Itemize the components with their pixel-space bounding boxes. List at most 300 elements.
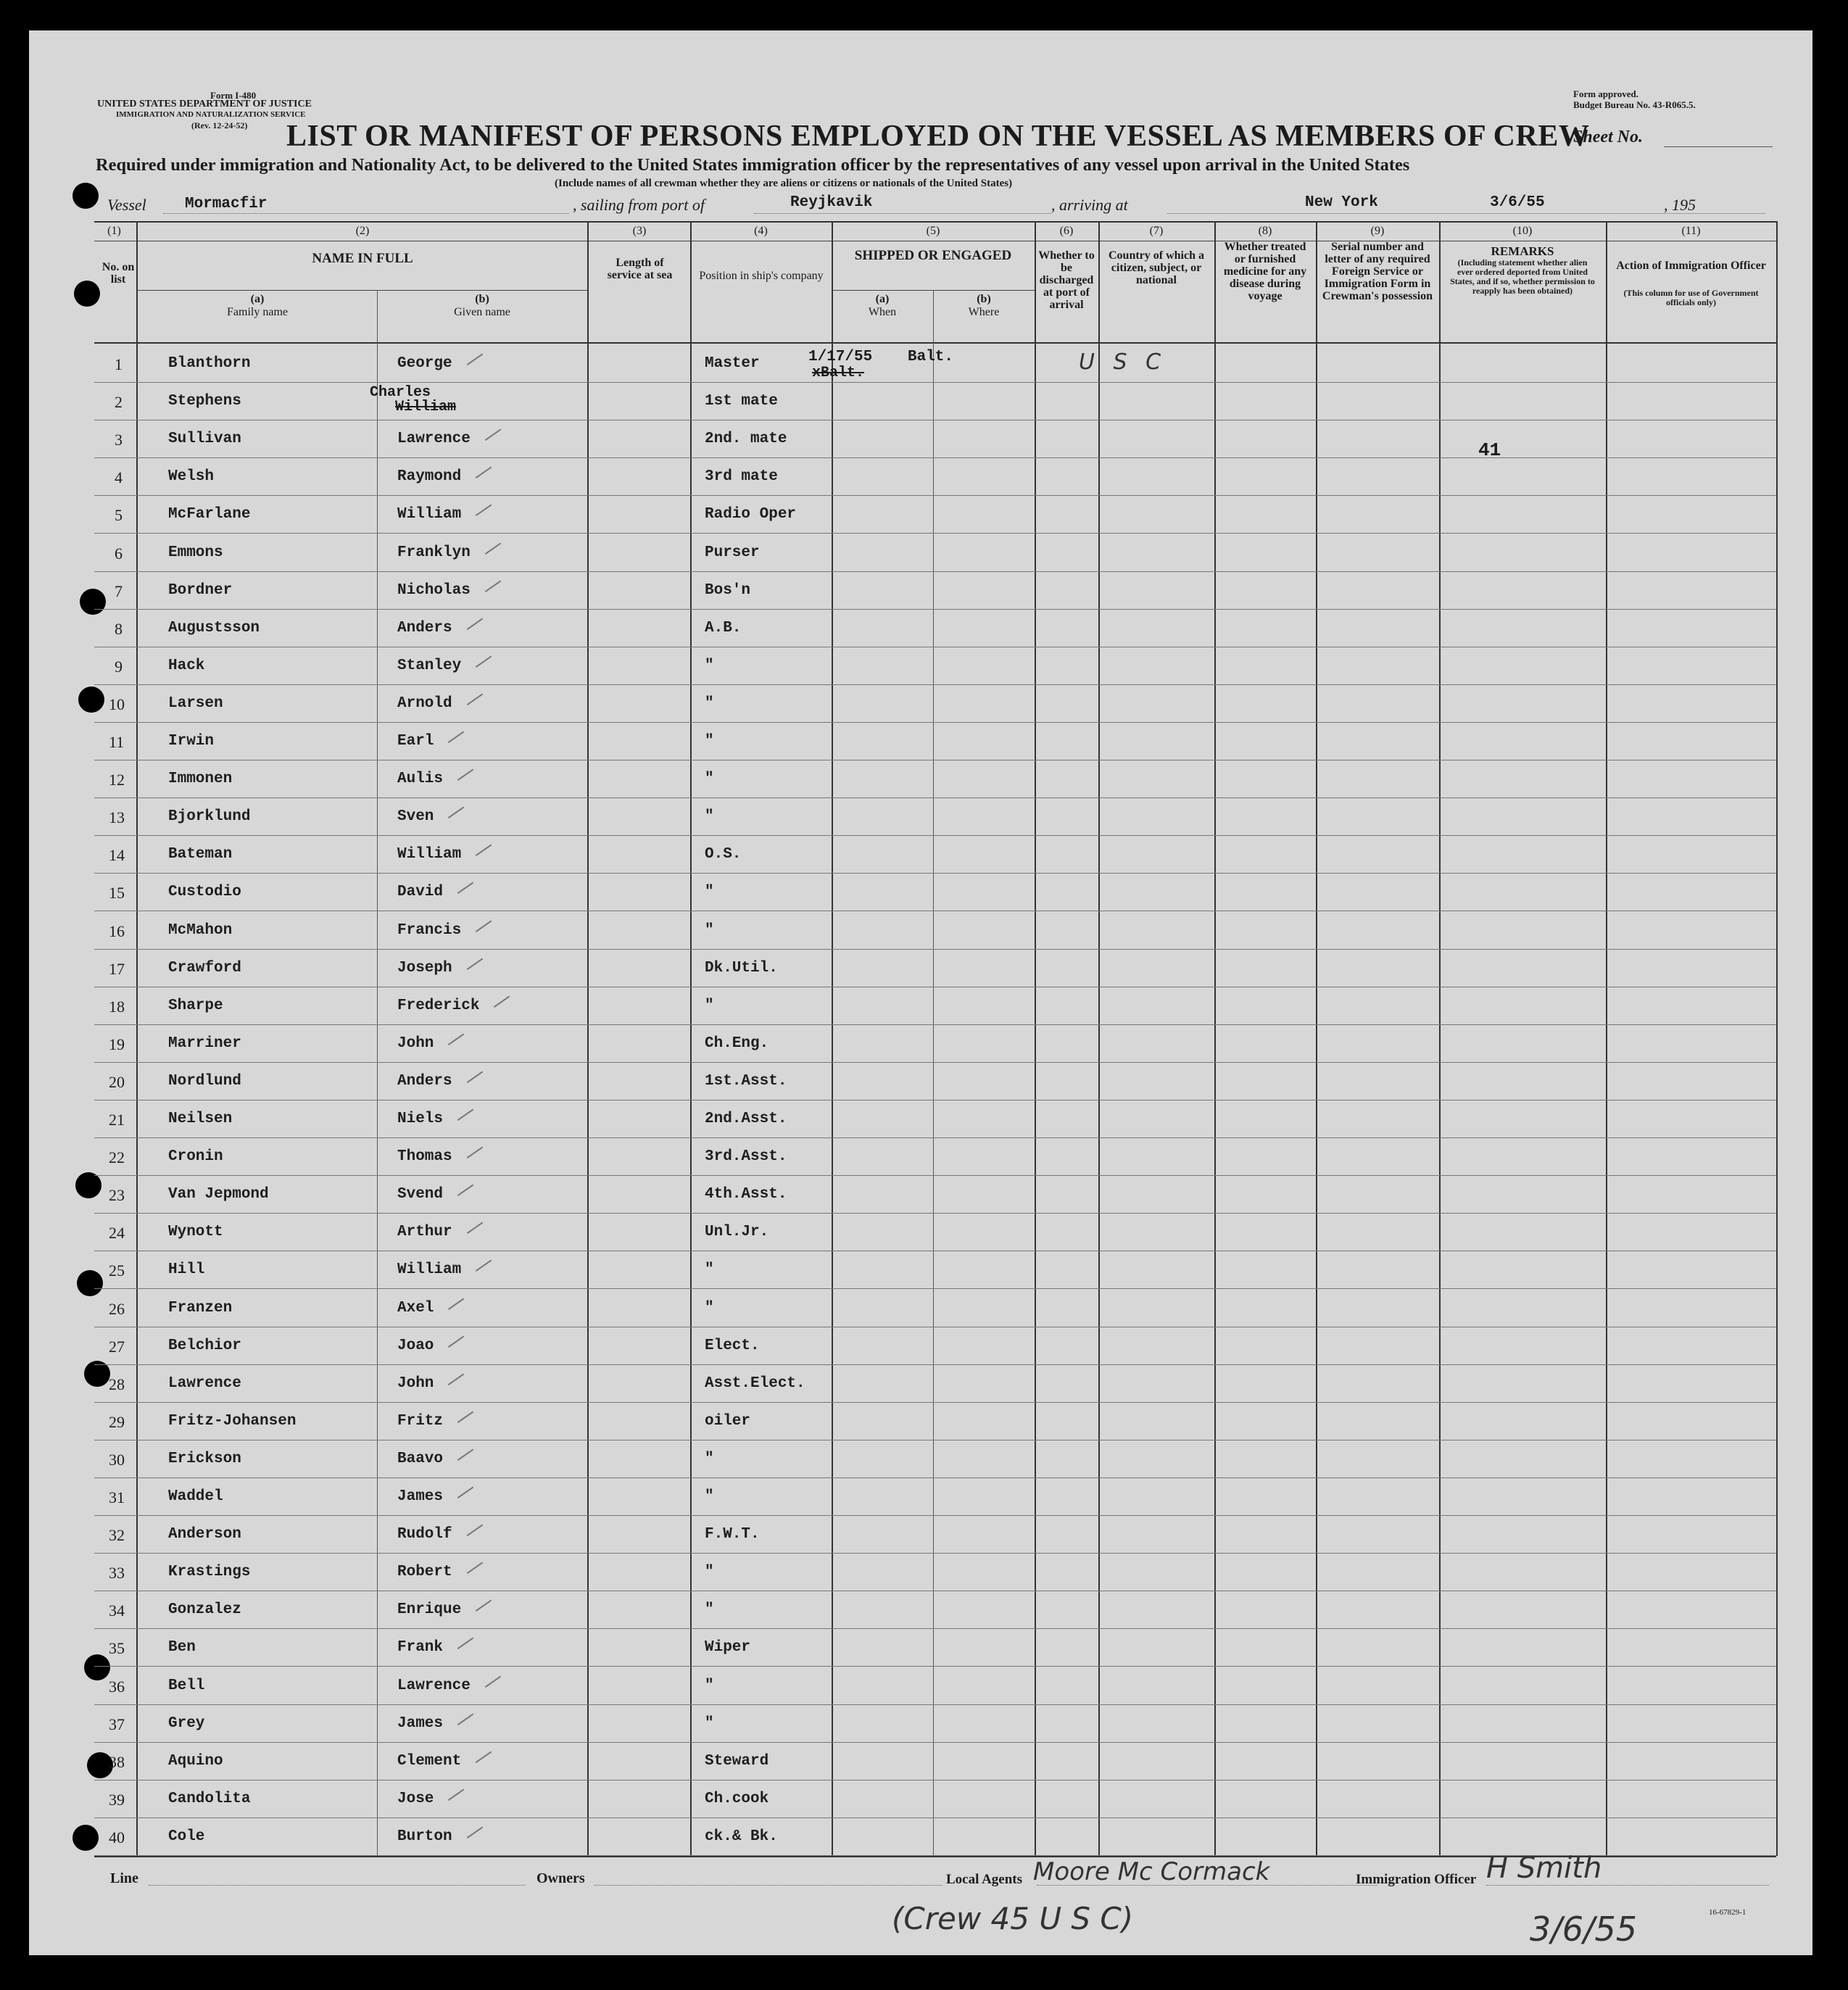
family-name: Nordlund bbox=[168, 1072, 241, 1090]
col11-label: Action of Immigration Officer bbox=[1616, 260, 1766, 272]
crew-count-note: (Crew 45 U S C) bbox=[892, 1901, 1134, 1936]
family-name: Aquino bbox=[168, 1752, 223, 1770]
col5a-num: (a) bbox=[875, 293, 890, 305]
crew-row bbox=[29, 987, 1812, 1025]
col7-label: Country of which a citizen, subject, or national bbox=[1108, 249, 1204, 286]
check-mark bbox=[460, 1138, 482, 1158]
col10-label: REMARKS bbox=[1491, 244, 1554, 258]
family-name: Stephens bbox=[168, 393, 241, 410]
col11-note: (This column for use of Government officials only) bbox=[1623, 288, 1759, 307]
given-name: Earl bbox=[397, 733, 434, 750]
family-name: Cronin bbox=[168, 1148, 223, 1166]
check-mark bbox=[460, 1516, 482, 1536]
check-mark bbox=[442, 1025, 464, 1045]
family-name: Bordner bbox=[168, 581, 233, 599]
check-mark bbox=[452, 1705, 473, 1725]
officer-label: Immigration Officer bbox=[1356, 1872, 1477, 1887]
position: 1st mate bbox=[705, 393, 778, 410]
crew-row bbox=[29, 1818, 1812, 1856]
family-name: Waddel bbox=[168, 1488, 223, 1505]
port-rule bbox=[754, 213, 1051, 214]
family-name: Gonzalez bbox=[168, 1601, 241, 1619]
sheet-no-label: Sheet No. bbox=[1573, 128, 1643, 146]
position: " bbox=[705, 657, 714, 674]
crew-number: 4 bbox=[115, 468, 123, 487]
check-mark bbox=[442, 798, 464, 818]
col5-label: SHIPPED OR ENGAGED bbox=[854, 248, 1012, 263]
check-mark bbox=[460, 1214, 482, 1234]
crew-number: 16 bbox=[109, 921, 125, 940]
position: Dk.Util. bbox=[705, 959, 778, 977]
year-label: , 195 bbox=[1664, 196, 1696, 214]
crew-number: 9 bbox=[115, 657, 123, 676]
crew-row bbox=[29, 1780, 1812, 1818]
position: 3rd.Asst. bbox=[705, 1148, 787, 1166]
row1-country: U S C bbox=[1079, 349, 1167, 375]
crew-number: 36 bbox=[109, 1677, 125, 1696]
punch-hole bbox=[74, 281, 100, 307]
family-name: Bateman bbox=[168, 846, 233, 863]
family-name: Belchior bbox=[168, 1337, 241, 1354]
position: 4th.Asst. bbox=[705, 1186, 787, 1203]
crew-row bbox=[29, 1365, 1812, 1403]
col6-label: Whether to be discharged at port of arrival bbox=[1038, 249, 1095, 311]
crew-row bbox=[29, 1176, 1812, 1214]
check-mark bbox=[470, 1743, 492, 1763]
crew-number: 39 bbox=[109, 1790, 125, 1809]
given-name: Anders bbox=[397, 619, 452, 637]
crew-row bbox=[29, 836, 1812, 874]
header-top-rule bbox=[94, 221, 1776, 223]
crew-number: 34 bbox=[109, 1601, 125, 1620]
departure-port: Reyjkavik bbox=[790, 194, 873, 211]
check-mark bbox=[460, 1818, 482, 1838]
given-name: Lawrence bbox=[397, 1677, 471, 1694]
given-name: Stanley bbox=[397, 657, 462, 674]
form-note: (Include names of all crewman whether they are aliens or citizens or nationals of the United States) bbox=[555, 178, 1013, 189]
crew-number: 17 bbox=[109, 959, 125, 978]
position: " bbox=[705, 1715, 714, 1732]
crew-row bbox=[29, 1214, 1812, 1251]
given-name: Jose bbox=[397, 1790, 434, 1807]
check-mark bbox=[470, 911, 492, 932]
given-name: Thomas bbox=[397, 1148, 452, 1166]
col2a-num: (a) bbox=[250, 293, 265, 305]
crew-row bbox=[29, 1138, 1812, 1176]
arrival-date: 3/6/55 bbox=[1490, 194, 1545, 211]
arrival-port: New York bbox=[1305, 194, 1378, 211]
row1-when: 1/17/55 bbox=[808, 349, 873, 365]
family-name: Crawford bbox=[168, 959, 241, 977]
crew-row bbox=[29, 1290, 1812, 1327]
crew-number: 40 bbox=[109, 1828, 125, 1846]
col8-label: Whether treated or furnished medicine for any disease during voyage bbox=[1223, 241, 1307, 302]
family-name: Lawrence bbox=[168, 1375, 241, 1392]
line-rule bbox=[149, 1885, 526, 1886]
given-name: John bbox=[397, 1375, 434, 1392]
row1-when-struck: xBalt. bbox=[812, 365, 865, 381]
check-mark bbox=[442, 1327, 464, 1348]
check-mark bbox=[470, 458, 492, 478]
col5b-num: (b) bbox=[977, 293, 991, 305]
check-mark bbox=[460, 1554, 482, 1574]
crew-row bbox=[29, 1440, 1812, 1478]
agents-rule bbox=[1037, 1885, 1377, 1886]
given-name: Joao bbox=[397, 1337, 434, 1354]
check-mark bbox=[452, 1403, 473, 1423]
vessel-name: Mormacfir bbox=[185, 196, 268, 212]
col5b-label: Where bbox=[968, 306, 1000, 318]
crew-number: 37 bbox=[109, 1715, 125, 1733]
given-name: Baavo bbox=[397, 1450, 444, 1467]
position: " bbox=[705, 1488, 714, 1505]
family-name: Erickson bbox=[168, 1450, 241, 1467]
check-mark bbox=[452, 1440, 473, 1461]
col8-num: (8) bbox=[1258, 225, 1272, 237]
given-name: William bbox=[397, 846, 462, 863]
col2-label: NAME IN FULL bbox=[312, 251, 413, 266]
check-mark bbox=[452, 874, 473, 894]
col6-num: (6) bbox=[1059, 225, 1074, 237]
position: Elect. bbox=[705, 1337, 760, 1354]
owners-rule bbox=[594, 1885, 942, 1886]
family-name: Sharpe bbox=[168, 997, 223, 1014]
crew-number: 33 bbox=[109, 1564, 125, 1583]
col9-num: (9) bbox=[1370, 225, 1385, 237]
crew-number: 32 bbox=[109, 1526, 125, 1545]
form-revision: (Rev. 12-24-52) bbox=[191, 120, 248, 130]
officer-rule bbox=[1486, 1885, 1769, 1886]
family-name: Hill bbox=[168, 1261, 205, 1279]
col10-note: (Including statement whether alien ever ordered deported from United States, and if so, whether permission to reapply has been obtained) bbox=[1450, 257, 1595, 296]
crew-number: 2 bbox=[115, 393, 123, 412]
col2b-label: Given name bbox=[454, 306, 510, 318]
position: Master bbox=[705, 355, 760, 372]
crew-number: 24 bbox=[109, 1224, 125, 1243]
position: F.W.T. bbox=[705, 1526, 760, 1543]
position: 2nd. mate bbox=[705, 431, 787, 448]
family-name: Emmons bbox=[168, 544, 223, 561]
check-mark bbox=[470, 647, 492, 668]
crew-number: 23 bbox=[109, 1186, 125, 1205]
given-name: Anders bbox=[397, 1072, 452, 1090]
position: Unl.Jr. bbox=[705, 1224, 769, 1241]
crew-row bbox=[29, 572, 1812, 610]
position: O.S. bbox=[705, 846, 742, 863]
crew-row bbox=[29, 1667, 1812, 1705]
crew-number: 29 bbox=[109, 1412, 125, 1431]
given-name: Arthur bbox=[397, 1224, 452, 1241]
family-name: Grey bbox=[168, 1715, 205, 1732]
crew-number: 26 bbox=[109, 1299, 125, 1318]
crew-number: 30 bbox=[109, 1450, 125, 1469]
family-name: Bell bbox=[168, 1677, 205, 1694]
given-name: Joseph bbox=[397, 959, 452, 977]
position: " bbox=[705, 1261, 714, 1279]
given-name: Lawrence bbox=[397, 431, 471, 448]
position: 1st.Asst. bbox=[705, 1072, 787, 1090]
position: Bos'n bbox=[705, 581, 751, 599]
col1-num: (1) bbox=[107, 225, 121, 237]
position: oiler bbox=[705, 1412, 751, 1430]
row3-remarks: 41 bbox=[1478, 439, 1501, 461]
family-name: Cole bbox=[168, 1828, 205, 1845]
check-mark bbox=[460, 610, 482, 630]
family-name: McFarlane bbox=[168, 506, 251, 523]
given-name: Fritz bbox=[397, 1412, 444, 1430]
family-name: Blanthorn bbox=[168, 355, 251, 372]
form-approved: Form approved. bbox=[1573, 88, 1639, 99]
check-mark bbox=[460, 950, 482, 970]
family-name: Irwin bbox=[168, 733, 215, 750]
given-name: Raymond bbox=[397, 468, 462, 486]
agents-signature: Moore Mc Cormack bbox=[1033, 1857, 1270, 1886]
crew-number: 28 bbox=[109, 1375, 125, 1393]
position: " bbox=[705, 1564, 714, 1581]
position: " bbox=[705, 808, 714, 826]
crew-number: 13 bbox=[109, 808, 125, 827]
given-name: James bbox=[397, 1715, 444, 1732]
position: " bbox=[705, 1450, 714, 1467]
agents-label: Local Agents bbox=[946, 1872, 1023, 1887]
position: Asst.Elect. bbox=[705, 1375, 805, 1392]
crew-row bbox=[29, 420, 1812, 458]
crew-number: 5 bbox=[115, 506, 123, 525]
manifest-sheet bbox=[29, 30, 1812, 1955]
family-name: Krastings bbox=[168, 1564, 251, 1581]
family-name: Welsh bbox=[168, 468, 215, 486]
header-bottom-rule bbox=[94, 342, 1776, 344]
family-name: Sullivan bbox=[168, 431, 241, 448]
col2a-label: Family name bbox=[227, 306, 288, 318]
check-mark bbox=[479, 572, 501, 592]
check-mark bbox=[452, 1100, 473, 1121]
given-name: Francis bbox=[397, 921, 462, 939]
position: " bbox=[705, 1677, 714, 1694]
crew-row bbox=[29, 1629, 1812, 1667]
col10-num: (10) bbox=[1512, 225, 1533, 237]
check-mark bbox=[452, 1176, 473, 1196]
check-mark bbox=[452, 1629, 473, 1649]
position: 3rd mate bbox=[705, 468, 778, 486]
position: " bbox=[705, 997, 714, 1014]
sailing-label: , sailing from port of bbox=[573, 196, 705, 214]
crew-row bbox=[29, 798, 1812, 836]
given-name: Enrique bbox=[397, 1601, 462, 1619]
family-name: Neilsen bbox=[168, 1111, 233, 1127]
family-name: Hack bbox=[168, 657, 205, 674]
position: Ch.cook bbox=[705, 1790, 769, 1807]
given-name: Rudolf bbox=[397, 1526, 452, 1543]
crew-number: 19 bbox=[109, 1035, 125, 1053]
crew-row bbox=[29, 1100, 1812, 1138]
check-mark bbox=[470, 496, 492, 516]
crew-number: 8 bbox=[115, 619, 123, 638]
given-name: Aulis bbox=[397, 771, 444, 788]
crew-number: 38 bbox=[109, 1752, 125, 1771]
given-name: Clement bbox=[397, 1752, 462, 1770]
crew-row bbox=[29, 723, 1812, 760]
check-mark bbox=[452, 760, 473, 781]
check-mark bbox=[452, 1478, 473, 1498]
crew-number: 14 bbox=[109, 846, 125, 865]
crew-number: 35 bbox=[109, 1639, 125, 1658]
given-name: Franklyn bbox=[397, 544, 471, 561]
crew-row bbox=[29, 1591, 1812, 1629]
col3-num: (3) bbox=[632, 225, 647, 237]
vessel-label: Vessel bbox=[107, 196, 146, 214]
given-name: Niels bbox=[397, 1111, 444, 1127]
crew-number: 10 bbox=[109, 695, 125, 713]
check-mark bbox=[470, 1591, 492, 1612]
family-name: Franzen bbox=[168, 1299, 233, 1317]
given-name: William bbox=[397, 506, 462, 523]
crew-number: 1 bbox=[115, 355, 123, 373]
sheet-no-line bbox=[1664, 146, 1773, 147]
given-name: Sven bbox=[397, 808, 434, 826]
check-mark bbox=[479, 420, 501, 441]
check-mark bbox=[479, 1667, 501, 1687]
col2b-num: (b) bbox=[475, 293, 489, 305]
form-title: LIST OR MANIFEST OF PERSONS EMPLOYED ON THE VESSEL AS MEMBERS OF CREW bbox=[286, 120, 1590, 153]
budget-bureau: Budget Bureau No. 43-R065.5. bbox=[1573, 99, 1696, 110]
check-mark bbox=[442, 1365, 464, 1385]
family-name: Candolita bbox=[168, 1790, 251, 1807]
crew-row bbox=[29, 1743, 1812, 1780]
crew-row bbox=[29, 1705, 1812, 1743]
position: " bbox=[705, 921, 714, 939]
service-name: IMMIGRATION AND NATURALIZATION SERVICE bbox=[116, 110, 306, 119]
crew-number: 27 bbox=[109, 1337, 125, 1356]
family-name: Bjorklund bbox=[168, 808, 251, 826]
row2-given-above: Charles bbox=[370, 384, 431, 401]
crew-row bbox=[29, 534, 1812, 572]
given-name: John bbox=[397, 1035, 434, 1052]
crew-number: 12 bbox=[109, 771, 125, 789]
position: Purser bbox=[705, 544, 760, 561]
crew-row bbox=[29, 496, 1812, 534]
family-name: Augustsson bbox=[168, 619, 260, 637]
position: " bbox=[705, 1601, 714, 1619]
crew-row bbox=[29, 912, 1812, 950]
family-name: Marriner bbox=[168, 1035, 241, 1052]
family-name: Anderson bbox=[168, 1526, 241, 1543]
position: Steward bbox=[705, 1752, 769, 1770]
print-code: 16-67829-1 bbox=[1709, 1908, 1747, 1917]
given-name: Nicholas bbox=[397, 581, 471, 599]
crew-row bbox=[29, 1403, 1812, 1440]
position: Radio Oper bbox=[705, 506, 797, 523]
crew-number: 21 bbox=[109, 1111, 125, 1129]
family-name: Fritz-Johansen bbox=[168, 1412, 297, 1430]
given-name: William bbox=[397, 1261, 462, 1279]
crew-row bbox=[29, 950, 1812, 987]
form-number: Form I-480 bbox=[210, 90, 257, 101]
family-name: McMahon bbox=[168, 921, 233, 939]
given-name: Burton bbox=[397, 1828, 452, 1845]
crew-number: 7 bbox=[115, 581, 123, 600]
crew-number: 3 bbox=[115, 431, 123, 449]
position: " bbox=[705, 695, 714, 712]
check-mark bbox=[470, 1251, 492, 1272]
col3-label: Length of service at sea bbox=[607, 257, 673, 281]
position: " bbox=[705, 1299, 714, 1317]
family-name: Immonen bbox=[168, 771, 233, 788]
crew-number: 18 bbox=[109, 997, 125, 1016]
check-mark bbox=[442, 1289, 464, 1309]
given-name: David bbox=[397, 884, 444, 901]
given-name: Arnold bbox=[397, 695, 452, 712]
crew-number: 15 bbox=[109, 884, 125, 903]
check-mark bbox=[470, 836, 492, 856]
crew-row bbox=[29, 1554, 1812, 1591]
given-name: Frederick bbox=[397, 997, 480, 1014]
date-note: 3/6/55 bbox=[1530, 1910, 1638, 1949]
family-name: Wynott bbox=[168, 1224, 223, 1241]
crew-number: 11 bbox=[109, 733, 125, 751]
vessel-rule bbox=[163, 213, 569, 214]
crew-row bbox=[29, 1251, 1812, 1289]
col1-label: No. on list bbox=[101, 261, 135, 286]
form-subtitle: Required under immigration and Nationality Act, to be delivered to the United States immigration officer by the representatives of any vessel upon arrival in the United States bbox=[96, 155, 1410, 175]
crew-row bbox=[29, 458, 1812, 496]
crew-row bbox=[29, 874, 1812, 911]
position: ck.& Bk. bbox=[705, 1828, 778, 1845]
position: " bbox=[705, 733, 714, 750]
crew-number: 22 bbox=[109, 1148, 125, 1167]
family-name: Van Jepmond bbox=[168, 1186, 269, 1203]
position: 2nd.Asst. bbox=[705, 1111, 787, 1127]
position: " bbox=[705, 884, 714, 901]
col5a-label: When bbox=[868, 306, 897, 318]
crew-row bbox=[29, 647, 1812, 685]
col7-num: (7) bbox=[1149, 225, 1164, 237]
officer-signature: H Smith bbox=[1486, 1852, 1602, 1885]
position: Ch.Eng. bbox=[705, 1035, 769, 1052]
family-name: Ben bbox=[168, 1639, 196, 1657]
check-mark bbox=[488, 987, 510, 1008]
arriving-label: , arriving at bbox=[1051, 196, 1128, 214]
crew-row bbox=[29, 685, 1812, 723]
punch-hole bbox=[72, 183, 99, 209]
col11-num: (11) bbox=[1681, 225, 1701, 237]
position: Wiper bbox=[705, 1639, 751, 1657]
check-mark bbox=[442, 723, 464, 743]
col4-label: Position in ship's company bbox=[699, 270, 824, 282]
given-name: Svend bbox=[397, 1186, 444, 1203]
crew-row bbox=[29, 1516, 1812, 1554]
department-name: UNITED STATES DEPARTMENT OF JUSTICE bbox=[97, 99, 312, 109]
check-mark bbox=[460, 685, 482, 705]
position: A.B. bbox=[705, 619, 742, 637]
crew-number: 6 bbox=[115, 544, 123, 563]
col2-num: (2) bbox=[355, 225, 370, 237]
family-name: Larsen bbox=[168, 695, 223, 712]
col9-label: Serial number and letter of any required Foreign Service or Immigration Form in Crewman's possession bbox=[1322, 241, 1433, 302]
crew-row bbox=[29, 610, 1812, 647]
crew-row bbox=[29, 383, 1812, 420]
row1-where: Balt. bbox=[908, 349, 954, 365]
given-name: Axel bbox=[397, 1299, 434, 1317]
crew-row bbox=[29, 760, 1812, 798]
arrival-rule bbox=[1167, 213, 1765, 214]
check-mark bbox=[460, 345, 482, 365]
crew-row bbox=[29, 1063, 1812, 1100]
check-mark bbox=[460, 1063, 482, 1083]
given-name: Frank bbox=[397, 1639, 444, 1657]
crew-number: 31 bbox=[109, 1488, 125, 1506]
crew-row bbox=[29, 1478, 1812, 1516]
